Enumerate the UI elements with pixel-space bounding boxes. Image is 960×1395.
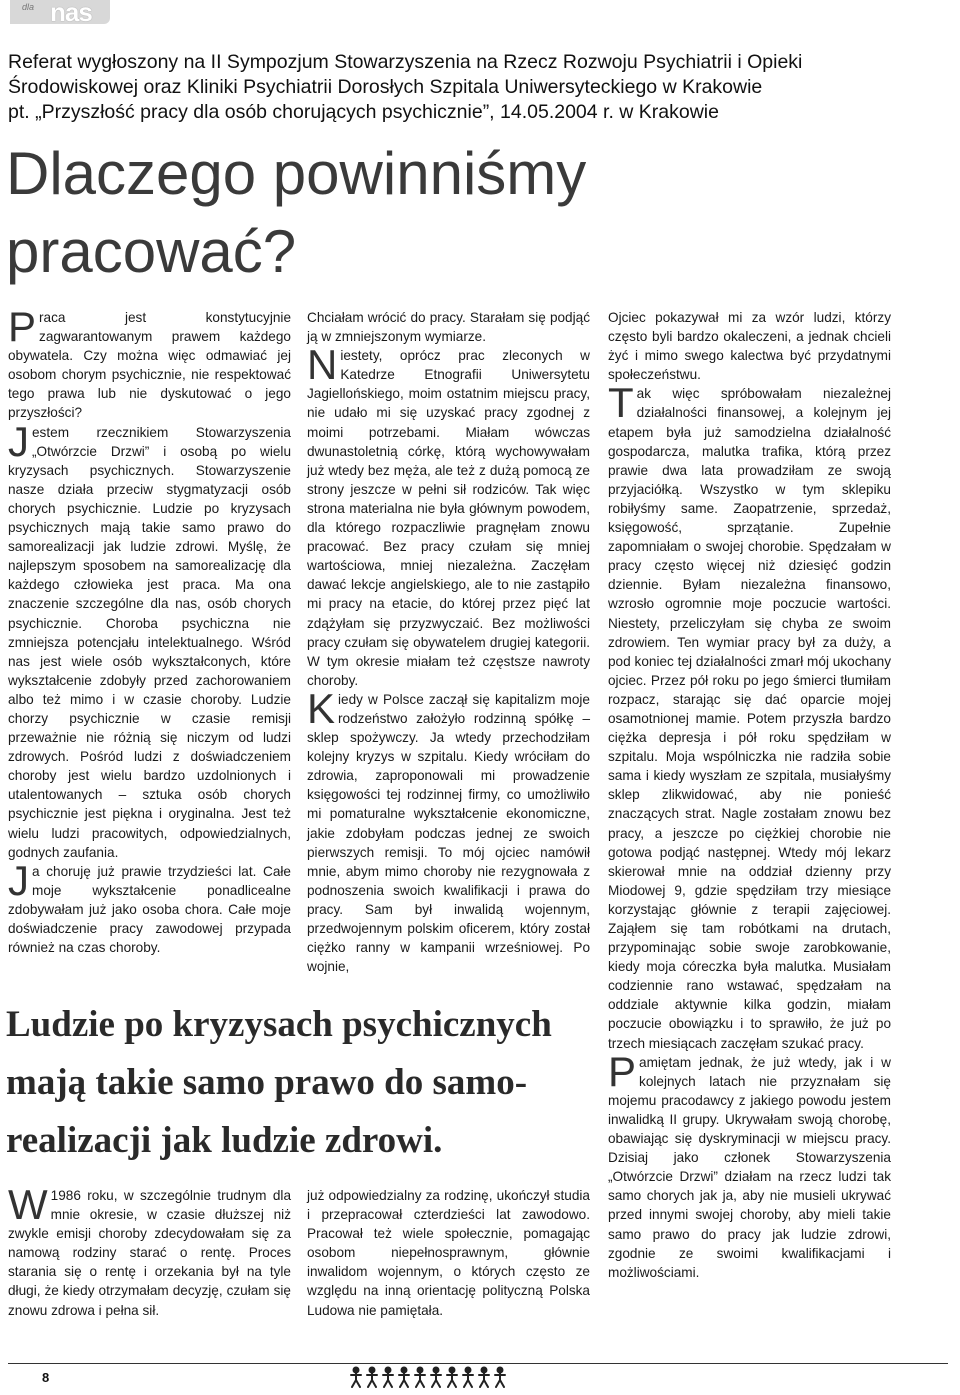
paragraph xyxy=(307,684,590,976)
drop-cap: K xyxy=(307,684,336,732)
paragraph-text: iedy w Polsce zaczął się kapitalizm moje rodzeństwo założyło rodzinną spółkę – sklep spożywczy. Ja wtedy przechodziłam kolejny kryzys w szpitalu. Kiedy wróciłam do zdrowia, zaproponowali mi prowadzenie księgowości tej rodzinnej firmy, co umożliwiło mi pomaturalne wykształcenie ekonomiczne, jakie zdobyłam podczas jednej ze swoich pierwszych remisji. To mój ojciec namówił mnie, abym mimo choroby nie rezygnowała z podnoszenia swoich kwalifikacji i prawa do pracy. Sam był inwalidą wojennym, przedwojennym polskim oficerem, który został ciężko ranny w kampanii wrześniowej. Po wojnie, xyxy=(307,691,590,975)
paragraph: Chciałam wrócić do pracy. Starałam się podjąć ją w zmniejszonym wymiarze. xyxy=(307,310,590,345)
paragraph xyxy=(8,1181,291,1320)
paragraph xyxy=(8,856,291,957)
intro-line: Referat wygłoszony na II Sympozjum Stowarzyszenia na Rzecz Rozwoju Psychiatrii i Opieki xyxy=(8,51,803,73)
magazine-logo xyxy=(10,0,110,27)
column-1 xyxy=(8,303,291,957)
title-line: Dlaczego powinniśmy xyxy=(6,140,587,207)
drop-cap: T xyxy=(608,379,634,427)
column-3 xyxy=(608,308,891,1282)
drop-cap: J xyxy=(8,417,29,465)
drop-cap: J xyxy=(8,856,29,904)
paragraph xyxy=(8,417,291,862)
paragraph-text: estem rzecznikiem Stowarzyszenia „Otwórzcie Drzwi” i osobą po wielu kryzysach psychicznych. Stowarzyszenie nasze działa przeciw stygmatyzacji osób chorych psychicznie. Ludzie po kryzysach psychicznych mają takie samo prawo do samorealizacji jak ludzie zdrowi. Myślę, że najlepszym sposobem na samorealizację dla każdego człowieka jest praca. Ma ona znaczenie szczególne dla nas, osób chorych psychicznie. Choroba psychiczna nie zmniejsza potencjału intelektualnego. Wśród nas jest wiele osób wykształconych, które wykształcenie zdobyły przed zachorowaniem albo też mimo i w czasie choroby. Ludzie chorzy psychicznie w czasie remisji przeważnie nie różnią się niczym od ludzi zdrowych. Pośród ludzi z doświadczeniem choroby jest wielu bardzo uzdolnionych i utalentowanych – sztuka osób chorych psychicznie jest piękna i oryginalna. Jest też wielu ludzi pracowitych, odpowiedzialnych, godnych zaufania. xyxy=(8,424,291,860)
pull-quote-line: mają takie samo prawo do samo- xyxy=(6,1062,528,1103)
drop-cap: P xyxy=(8,303,37,350)
paragraph-text: a choruję już prawie trzydzieści lat. Całe moje wykształcenie ponadlicealne zdobywałam już jako osoba chora. Całe moje doświadczenie pracy zawodowej przypada również na czas choroby. xyxy=(8,863,291,956)
drop-cap: N xyxy=(307,341,338,389)
paragraph: już odpowiedzialny za rodzinę, ukończył studia i przepracował czterdzieści lat zawodowo. Pracował też wiele społecznie, pomagając osobom niepełnosprawnym, głównie inwalidom wojennym, o których często ze względu na inną orientację polityczną Polska Ludowa nie pamiętała. xyxy=(307,1188,590,1318)
paragraph xyxy=(8,303,291,423)
logo-small-text: dla xyxy=(22,2,35,12)
article-intro xyxy=(8,50,928,125)
paragraph-text: 1986 roku, w szczególnie trudnym dla mnie okresie, w czasie dłuższej niż zwykle emisji choroby zdecydowałam się za namową rodziny starać o rentę. Proces starania się o rentę i orzekania był na tyle długi, że kiedy otrzymałam decyzję, czułam się znowu zdrowa i pełna sił. xyxy=(8,1188,291,1318)
column-2 xyxy=(307,308,590,976)
page-number: 8 xyxy=(42,1370,50,1385)
paragraph-text: raca jest konstytucyjnie zagwarantowanym prawem każdego obywatela. Czy można więc odmawiać jej osobom chorym psychicznie, nie respektować tego prawa lub nie dyskutować o jego przyszłości? xyxy=(8,310,291,421)
paragraph xyxy=(608,1047,891,1282)
drop-cap: P xyxy=(608,1047,637,1095)
intro-line: Środowiskowej oraz Kliniki Psychiatrii Dorosłych Szpitala Uniwersyteckiego w Krakowie xyxy=(8,76,763,98)
paragraph: Ojciec pokazywał mi za wzór ludzi, którzy często byli bardzo okaleczeni, a jednak chcieli żyć i mimo swego kalectwa być przydatnymi społeczeństwu. xyxy=(608,310,891,383)
footer-divider xyxy=(8,1363,948,1364)
column-4 xyxy=(8,1181,291,1320)
column-5 xyxy=(307,1186,590,1320)
paragraph-text: ak więc spróbowałam niezależnej działalności finansowej, a kolejnym jej etapem była już samodzielna działalność gospodarcza, malutka trafika, którą przez prawie dwa lata prowadziłam ze swoją przyjaciółką. Wszystko w tym sklepiku robiłyśmy same. Zaopatrzenie, sprzedaż, księgowość, sprzątanie. Zupełnie zapomniałam o swojej chorobie. Spędzałam w pracy często więcej niż dziesięć godzin dziennie. Byłam niezależna finansowo, wzrosło ogromnie moje poczucie wartości. Niestety, przeliczyłam się chyba ze swoim zdrowiem. Ten wymiar pracy był za duży, a pod koniec tej działalności zmarł mój ukochany ojciec. Przez pół roku po jego śmierci tłumiłam rozpacz, starając się dać oparcie mojej osamotnionej mamie. Potem przyszła bardzo ciężka depresja i pół roku spędziłam w szpitalu. Moja wspólniczka nie radziła sobie sama i kiedy wyszłam ze szpitala, musiałyśmy sklep zlikwidować, aby nie ponieść znaczących strat. Nagle zostałam znowu bez pracy, a jeszcze po ciężkiej chorobie nie gotowa podjąć następnej. Wtedy mój lekarz skierował mnie na oddział dzienny przy Miodowej 9, gdzie spędziłam trzy miesiące korzystając głównie z terapii zajęciowej. Zająłem się tam robótkami na drutach, przypominając sobie swoje zarobkowanie, kiedy moja córeczka była malutka. Musiałam codziennie rano wstawać, spędzałam na oddziale aktywnie kilka godzin, miałam poczucie obowiązku i to sprawiło, że już po trzech miesiącach zaczęłam szukać pracy. xyxy=(608,386,891,1051)
pull-quote xyxy=(6,996,596,1170)
paragraph xyxy=(307,341,590,690)
pull-quote-line: Ludzie po kryzysach psychicznych xyxy=(6,1004,552,1045)
paragraph xyxy=(608,379,891,1052)
paragraph-text: amiętam jednak, że już wtedy, jak i w kolejnych latach nie przyznałam się mojemu pracodawcy z jakiego powodu jestem inwalidką II grupy. Ukrywałam swoją chorobę, obawiając się dyskryminacji w miejscu pracy. Dzisiaj jako członek Stowarzyszenia „Otwórzcie Drzwi” działam na rzecz ludzi tak samo chorych jak ja, aby nie musieli ukrywać przed innymi swojej choroby, aby mieli takie samo prawo do pracy jak ludzie zdrowi, zgodnie ze swoimi kwalifikacjami i możliwościami. xyxy=(608,1054,891,1280)
intro-line: pt. „Przyszłość pracy dla osób chorujących psychicznie”, 14.05.2004 r. w Krakowie xyxy=(8,101,719,123)
people-figures-logo-icon xyxy=(348,1366,508,1388)
paragraph-text: iestety, oprócz prac zleconych w Katedrze Etnografii Uniwersytetu Jagiellońskiego, moim ostatnim miejscu pracy, nie udało mi się uzyskać pracy zgodnej z moimi potrzebami. Miałam wówczas dwunastoletnią córkę, którą wychowywałam już wtedy bez męża, ale też z dużą pomocą ze strony jeszcze w pełni sił rodziców. Tak więc strona materialna nie była głównym powodem, dla którego rozpaczliwie pragnęłam znowu pracować. Bez pracy czułam się mniej wartościowa, mniej niezależna. Zaczęłam dawać lekcje angielskiego, ale to nie zastąpiło mi pracy na etacie, do której przez pięć lat zdążyłam się przyzwyczaić. Bez możliwości pracy czułam się obywatelem drugiej kategorii. W tym okresie miałam też częstsze nawroty choroby. xyxy=(307,348,590,688)
pull-quote-line: realizacji jak ludzie zdrowi. xyxy=(6,1120,443,1161)
drop-cap: W xyxy=(8,1181,48,1228)
title-line: pracować? xyxy=(6,218,297,285)
article-title xyxy=(6,135,926,291)
logo-main-text: nas xyxy=(50,0,92,27)
